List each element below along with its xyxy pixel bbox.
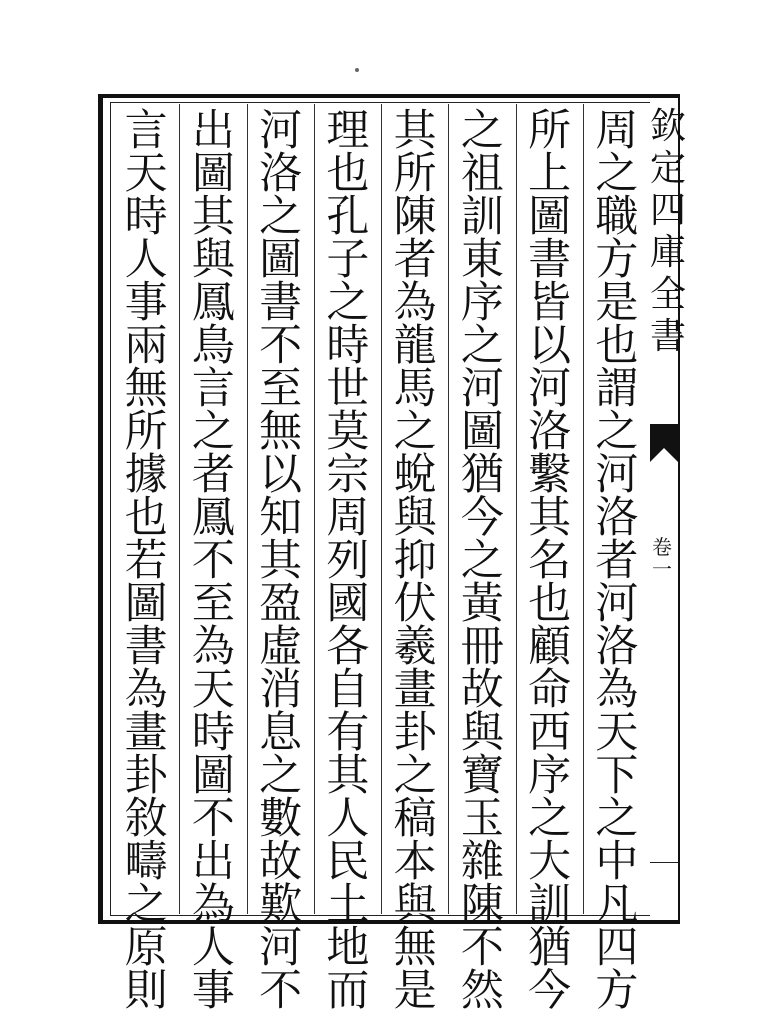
text-character: 猶 xyxy=(528,923,572,973)
text-character: 虛 xyxy=(259,622,303,672)
text-character: 中 xyxy=(595,837,639,887)
text-character: 冊 xyxy=(460,622,504,672)
text-character: 若 xyxy=(124,536,168,586)
text-character: 不 xyxy=(191,794,235,844)
text-character: 顧 xyxy=(528,622,572,672)
text-character: 今 xyxy=(528,966,572,1016)
text-character: 宗 xyxy=(326,450,370,500)
text-character: 兩 xyxy=(124,321,168,371)
text-character: 不 xyxy=(259,966,303,1016)
text-character: 謂 xyxy=(595,364,639,414)
text-character: 以 xyxy=(259,450,303,500)
text-character: 而 xyxy=(326,966,370,1016)
text-character: 訓 xyxy=(528,880,572,930)
text-character: 出 xyxy=(191,837,235,887)
text-character: 自 xyxy=(326,665,370,715)
text-character: 書 xyxy=(528,235,572,285)
text-character: 各 xyxy=(326,622,370,672)
text-character: 寶 xyxy=(460,751,504,801)
text-column xyxy=(113,104,179,1016)
text-character: 其 xyxy=(259,536,303,586)
text-character: 洛 xyxy=(595,493,639,543)
text-character: 是 xyxy=(393,966,437,1016)
text-character: 今 xyxy=(460,493,504,543)
text-character: 消 xyxy=(259,665,303,715)
text-character: 玉 xyxy=(460,794,504,844)
text-character: 者 xyxy=(595,536,639,586)
text-character: 祖 xyxy=(460,149,504,199)
text-character: 陳 xyxy=(460,880,504,930)
text-character: 據 xyxy=(124,450,168,500)
text-character: 之 xyxy=(595,149,639,199)
text-character: 其 xyxy=(528,493,572,543)
text-character: 為 xyxy=(124,665,168,715)
text-character: 河 xyxy=(460,364,504,414)
text-character: 疇 xyxy=(124,837,168,887)
text-character: 無 xyxy=(124,364,168,414)
text-character: 其 xyxy=(393,106,437,156)
text-character: 言 xyxy=(124,106,168,156)
text-character: 也 xyxy=(528,579,572,629)
text-character: 者 xyxy=(393,235,437,285)
text-character: 者 xyxy=(191,450,235,500)
text-character: 則 xyxy=(124,966,168,1016)
scan-speck xyxy=(355,68,359,72)
text-character: 鳳 xyxy=(191,493,235,543)
volume-number xyxy=(652,536,678,580)
text-character: 無 xyxy=(259,407,303,457)
text-character: 也 xyxy=(595,321,639,371)
text-character: 敘 xyxy=(124,794,168,844)
text-character: 鳳 xyxy=(191,278,235,328)
text-character: 至 xyxy=(259,364,303,414)
text-character: 方 xyxy=(595,235,639,285)
text-character: 之 xyxy=(124,880,168,930)
text-character: 事 xyxy=(191,966,235,1016)
text-character: 之 xyxy=(259,751,303,801)
text-character: 數 xyxy=(259,794,303,844)
text-character: 序 xyxy=(528,751,572,801)
text-character: 圖 xyxy=(528,192,572,242)
text-character: 國 xyxy=(326,579,370,629)
text-character: 不 xyxy=(259,321,303,371)
text-character: 時 xyxy=(191,708,235,758)
text-character: 雜 xyxy=(460,837,504,887)
text-character: 之 xyxy=(460,321,504,371)
text-character: 圖 xyxy=(259,235,303,285)
text-character: 其 xyxy=(191,192,235,242)
text-character: 與 xyxy=(393,493,437,543)
text-character: 四 xyxy=(595,923,639,973)
text-character: 陳 xyxy=(393,192,437,242)
text-character: 畫 xyxy=(393,665,437,715)
text-column xyxy=(583,104,650,1016)
title-character: 四 xyxy=(650,190,687,231)
text-character: 皆 xyxy=(528,278,572,328)
text-character: 周 xyxy=(595,106,639,156)
volume-character: 卷 xyxy=(652,535,672,559)
text-character: 與 xyxy=(191,235,235,285)
text-character: 龍 xyxy=(393,321,437,371)
text-character: 河 xyxy=(528,364,572,414)
text-column xyxy=(381,104,448,1016)
text-column xyxy=(448,104,515,1016)
text-character: 稿 xyxy=(393,794,437,844)
text-character: 盈 xyxy=(259,579,303,629)
text-character: 洛 xyxy=(259,149,303,199)
text-character: 鳥 xyxy=(191,321,235,371)
text-character: 猶 xyxy=(460,450,504,500)
collection-title xyxy=(650,106,687,358)
text-character: 然 xyxy=(460,966,504,1016)
text-character: 時 xyxy=(326,321,370,371)
title-character: 全 xyxy=(650,274,687,315)
title-character: 庫 xyxy=(650,232,687,273)
text-character: 孔 xyxy=(326,192,370,242)
text-character: 書 xyxy=(124,622,168,672)
text-character: 周 xyxy=(326,493,370,543)
text-character: 書 xyxy=(259,278,303,328)
text-character: 莫 xyxy=(326,407,370,457)
text-character: 圖 xyxy=(191,149,235,199)
text-character: 河 xyxy=(259,923,303,973)
text-character: 所 xyxy=(528,106,572,156)
text-character: 卦 xyxy=(124,751,168,801)
text-character: 之 xyxy=(460,536,504,586)
text-character: 洛 xyxy=(595,622,639,672)
text-character: 土 xyxy=(326,880,370,930)
text-character: 故 xyxy=(259,837,303,887)
text-character: 所 xyxy=(124,407,168,457)
text-character: 與 xyxy=(393,880,437,930)
text-columns xyxy=(113,104,650,1016)
text-character: 言 xyxy=(191,364,235,414)
text-character: 大 xyxy=(528,837,572,887)
text-character: 之 xyxy=(191,407,235,457)
text-character: 其 xyxy=(326,751,370,801)
text-character: 故 xyxy=(460,665,504,715)
text-column xyxy=(247,104,314,1016)
text-character: 有 xyxy=(326,708,370,758)
text-character: 河 xyxy=(595,579,639,629)
text-character: 西 xyxy=(528,708,572,758)
text-character: 方 xyxy=(595,966,639,1016)
text-character: 之 xyxy=(326,278,370,328)
title-character: 定 xyxy=(650,148,687,189)
text-character: 與 xyxy=(460,708,504,758)
text-character: 之 xyxy=(460,106,504,156)
text-character: 馬 xyxy=(393,364,437,414)
text-character: 抑 xyxy=(393,536,437,586)
text-character: 天 xyxy=(191,665,235,715)
text-character: 是 xyxy=(595,278,639,328)
text-character: 東 xyxy=(460,235,504,285)
text-character: 為 xyxy=(191,622,235,672)
text-character: 原 xyxy=(124,923,168,973)
text-character: 息 xyxy=(259,708,303,758)
text-character: 伏 xyxy=(393,579,437,629)
text-character: 也 xyxy=(326,149,370,199)
text-character: 下 xyxy=(595,751,639,801)
text-character: 以 xyxy=(528,321,572,371)
volume-character: 一 xyxy=(652,557,672,581)
text-block-frame xyxy=(98,94,650,1016)
text-column xyxy=(516,104,583,1016)
text-character: 名 xyxy=(528,536,572,586)
text-character: 之 xyxy=(528,794,572,844)
text-character: 所 xyxy=(393,149,437,199)
text-character: 也 xyxy=(124,493,168,543)
text-character: 訓 xyxy=(460,192,504,242)
text-character: 為 xyxy=(191,880,235,930)
text-character: 圖 xyxy=(191,751,235,801)
text-character: 黃 xyxy=(460,579,504,629)
text-character: 民 xyxy=(326,837,370,887)
text-character: 不 xyxy=(460,923,504,973)
text-character: 時 xyxy=(124,192,168,242)
text-character: 凡 xyxy=(595,880,639,930)
margin-rule xyxy=(650,862,678,863)
text-character: 歎 xyxy=(259,880,303,930)
text-character: 出 xyxy=(191,106,235,156)
text-character: 至 xyxy=(191,579,235,629)
center-margin-strip xyxy=(650,94,687,924)
text-character: 之 xyxy=(259,192,303,242)
text-character: 序 xyxy=(460,278,504,328)
text-character: 羲 xyxy=(393,622,437,672)
text-character: 知 xyxy=(259,493,303,543)
text-character: 之 xyxy=(393,751,437,801)
text-character: 列 xyxy=(326,536,370,586)
text-character: 人 xyxy=(191,923,235,973)
text-character: 世 xyxy=(326,364,370,414)
text-character: 蛻 xyxy=(393,450,437,500)
text-character: 理 xyxy=(326,106,370,156)
text-character: 天 xyxy=(595,708,639,758)
fishtail-mark-icon xyxy=(650,424,678,462)
text-column xyxy=(314,104,381,1016)
text-character: 不 xyxy=(191,536,235,586)
text-character: 之 xyxy=(393,407,437,457)
text-character: 無 xyxy=(393,923,437,973)
text-character: 子 xyxy=(326,235,370,285)
text-character: 卦 xyxy=(393,708,437,758)
text-character: 河 xyxy=(259,106,303,156)
text-character: 事 xyxy=(124,278,168,328)
text-character: 為 xyxy=(393,278,437,328)
text-character: 畫 xyxy=(124,708,168,758)
text-character: 為 xyxy=(595,665,639,715)
text-character: 之 xyxy=(595,407,639,457)
text-character: 職 xyxy=(595,192,639,242)
text-character: 之 xyxy=(595,794,639,844)
text-character: 圖 xyxy=(460,407,504,457)
text-character: 命 xyxy=(528,665,572,715)
text-character: 上 xyxy=(528,149,572,199)
text-character: 洛 xyxy=(528,407,572,457)
text-character: 繫 xyxy=(528,450,572,500)
text-character: 本 xyxy=(393,837,437,887)
text-character: 人 xyxy=(326,794,370,844)
text-character: 地 xyxy=(326,923,370,973)
title-character: 欽 xyxy=(650,106,687,147)
title-character: 書 xyxy=(650,316,687,357)
text-character: 人 xyxy=(124,235,168,285)
text-character: 天 xyxy=(124,149,168,199)
text-column xyxy=(179,104,246,1016)
text-character: 圖 xyxy=(124,579,168,629)
text-character: 河 xyxy=(595,450,639,500)
